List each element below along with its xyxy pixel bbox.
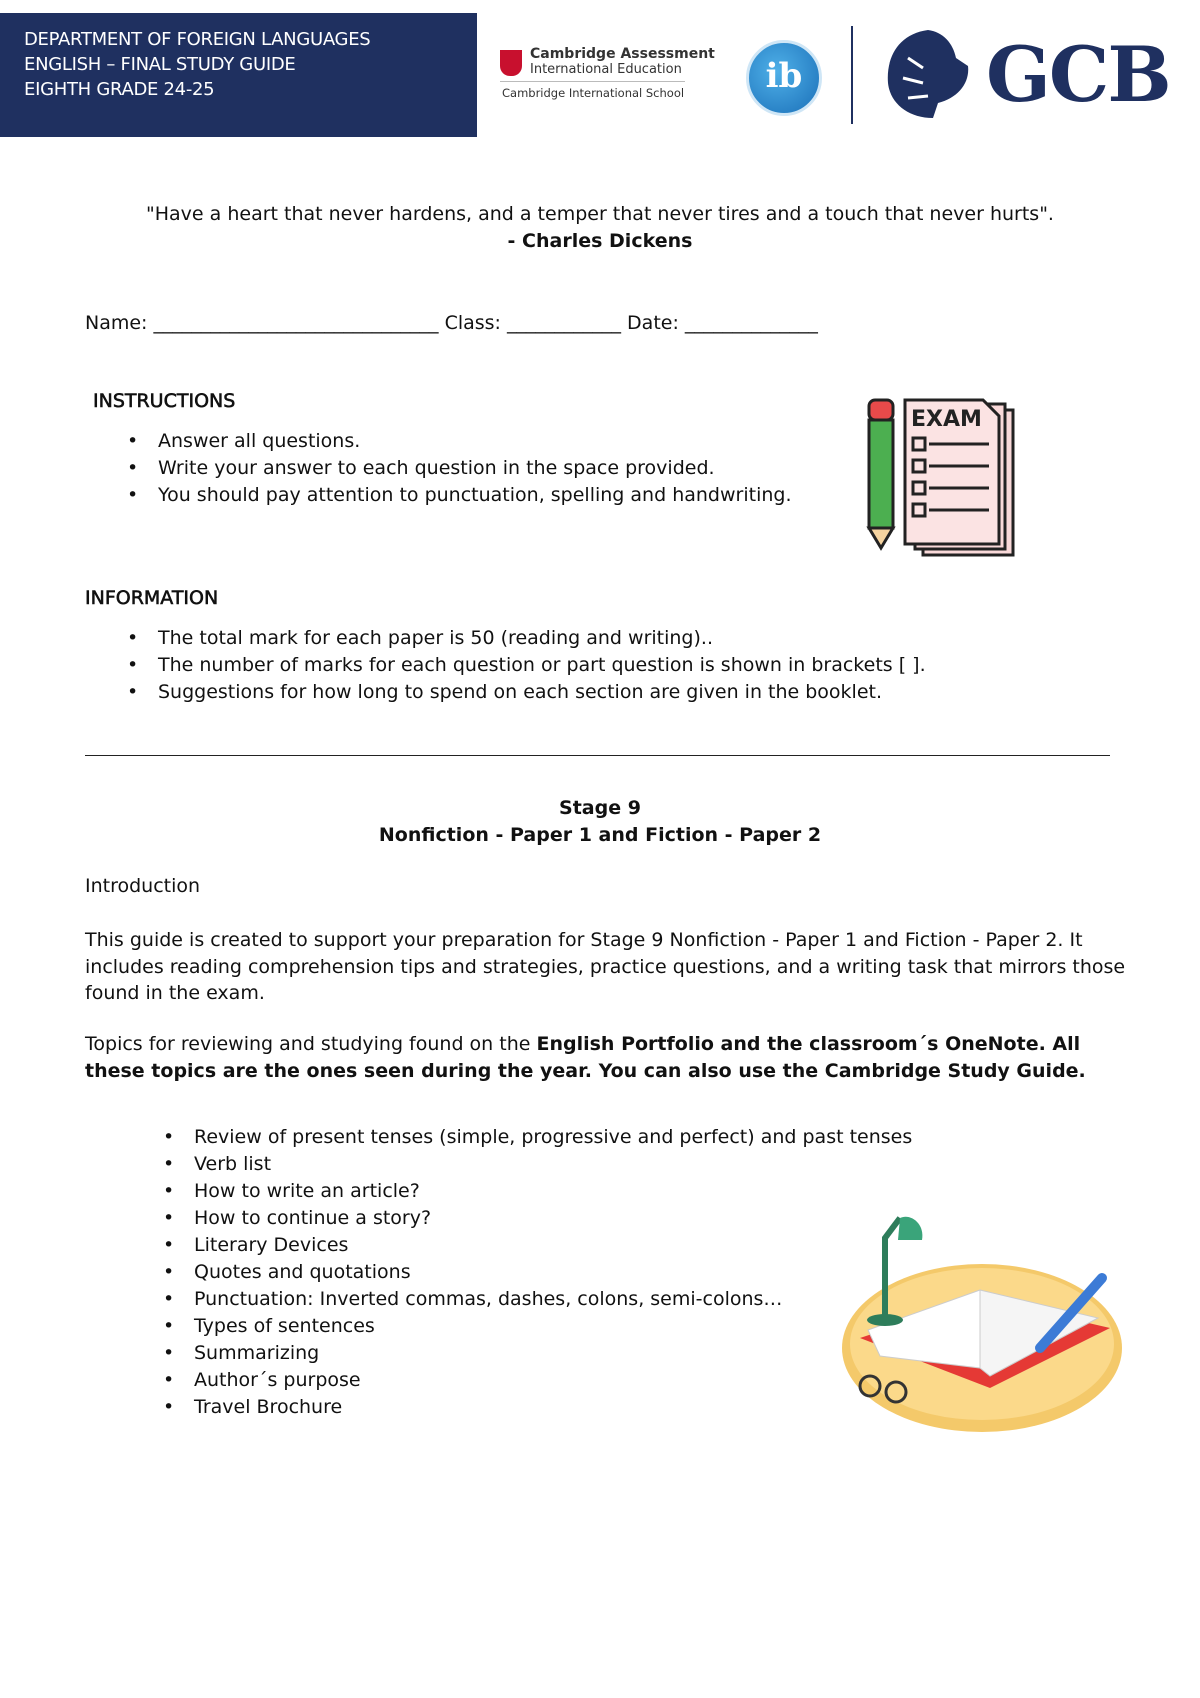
logo-text: Cambridge International School (502, 86, 685, 100)
logo-text: Cambridge Assessment (530, 46, 715, 62)
list-item: • The total mark for each paper is 50 (reading and writing).. (158, 625, 926, 652)
topics-text: Topics for reviewing and studying found on the (85, 1033, 537, 1055)
lion-icon (878, 28, 973, 120)
topic-item: • Travel Brochure (194, 1394, 912, 1421)
introduction-paragraph: This guide is created to support your preparation for Stage 9 Nonfiction - Paper 1 and Fiction - Paper 2. It includes reading comprehension tips and strategies, practice questions, and a writing task that mirrors those found in the exam. (85, 929, 1126, 1004)
name-field[interactable]: ______________________________ (153, 312, 439, 334)
name-label: Name: (85, 312, 148, 334)
topic-item: • Quotes and quotations (194, 1259, 912, 1286)
topic-item: • How to continue a story? (194, 1205, 912, 1232)
student-info-form (85, 312, 818, 334)
information-title: INFORMATION (85, 587, 219, 609)
header-line: EIGHTH GRADE 24-25 (24, 79, 215, 100)
stage-title: Stage 9 (559, 797, 641, 819)
topic-item: • How to write an article? (194, 1178, 912, 1205)
list-item: • Write your answer to each question in the space provided. (158, 455, 792, 482)
topics-paragraph (85, 1031, 1125, 1085)
department-header (0, 13, 477, 137)
introduction-heading: Introduction (85, 875, 201, 897)
topic-item: • Review of present tenses (simple, progressive and perfect) and past tenses (194, 1124, 912, 1151)
cambridge-shield-icon (500, 50, 522, 76)
gcb-logo: GCB (986, 30, 1170, 119)
topic-item: • Literary Devices (194, 1232, 912, 1259)
header-line: ENGLISH – FINAL STUDY GUIDE (24, 54, 296, 75)
quote-text: "Have a heart that never hardens, and a temper that never tires and a touch that never hurts". (146, 203, 1054, 225)
class-label: Class: (444, 312, 501, 334)
date-field[interactable]: ______________ (684, 312, 818, 334)
section-divider (85, 755, 1110, 756)
stage-subtitle: Nonfiction - Paper 1 and Fiction - Paper 2 (378, 824, 822, 846)
list-item: • Answer all questions. (158, 428, 792, 455)
list-item: • You should pay attention to punctuation, spelling and handwriting. (158, 482, 792, 509)
instructions-title: INSTRUCTIONS (93, 390, 236, 412)
class-field[interactable]: ____________ (507, 312, 621, 334)
quote-author: - Charles Dickens (507, 230, 693, 252)
list-item: • Suggestions for how long to spend on each section are given in the booklet. (158, 679, 926, 706)
topic-item: • Verb list (194, 1151, 912, 1178)
topic-item: • Summarizing (194, 1340, 912, 1367)
topics-bold-text: English Portfolio and the classroom´s OneNote. All these topics are the ones seen during the year. You can also use the Cambridge Study Guide. (85, 1033, 1086, 1082)
header-line: DEPARTMENT OF FOREIGN LANGUAGES (24, 29, 371, 50)
exam-illustration-icon (865, 398, 1035, 560)
topic-item: • Types of sentences (194, 1313, 912, 1340)
list-item: • The number of marks for each question or part question is shown in brackets [ ]. (158, 652, 926, 679)
information-list (158, 625, 926, 706)
instructions-list (158, 428, 792, 509)
topic-item: • Punctuation: Inverted commas, dashes, colons, semi-colons… (194, 1286, 912, 1313)
svg-text:EXAM: EXAM (911, 407, 982, 432)
date-label: Date: (627, 312, 679, 334)
logo-text: International Education (530, 62, 682, 77)
logo-divider (851, 26, 853, 124)
topic-item: • Author´s purpose (194, 1367, 912, 1394)
topics-list (194, 1124, 912, 1421)
study-book-illustration-icon (840, 1198, 1125, 1436)
ib-logo: ib (746, 40, 822, 116)
